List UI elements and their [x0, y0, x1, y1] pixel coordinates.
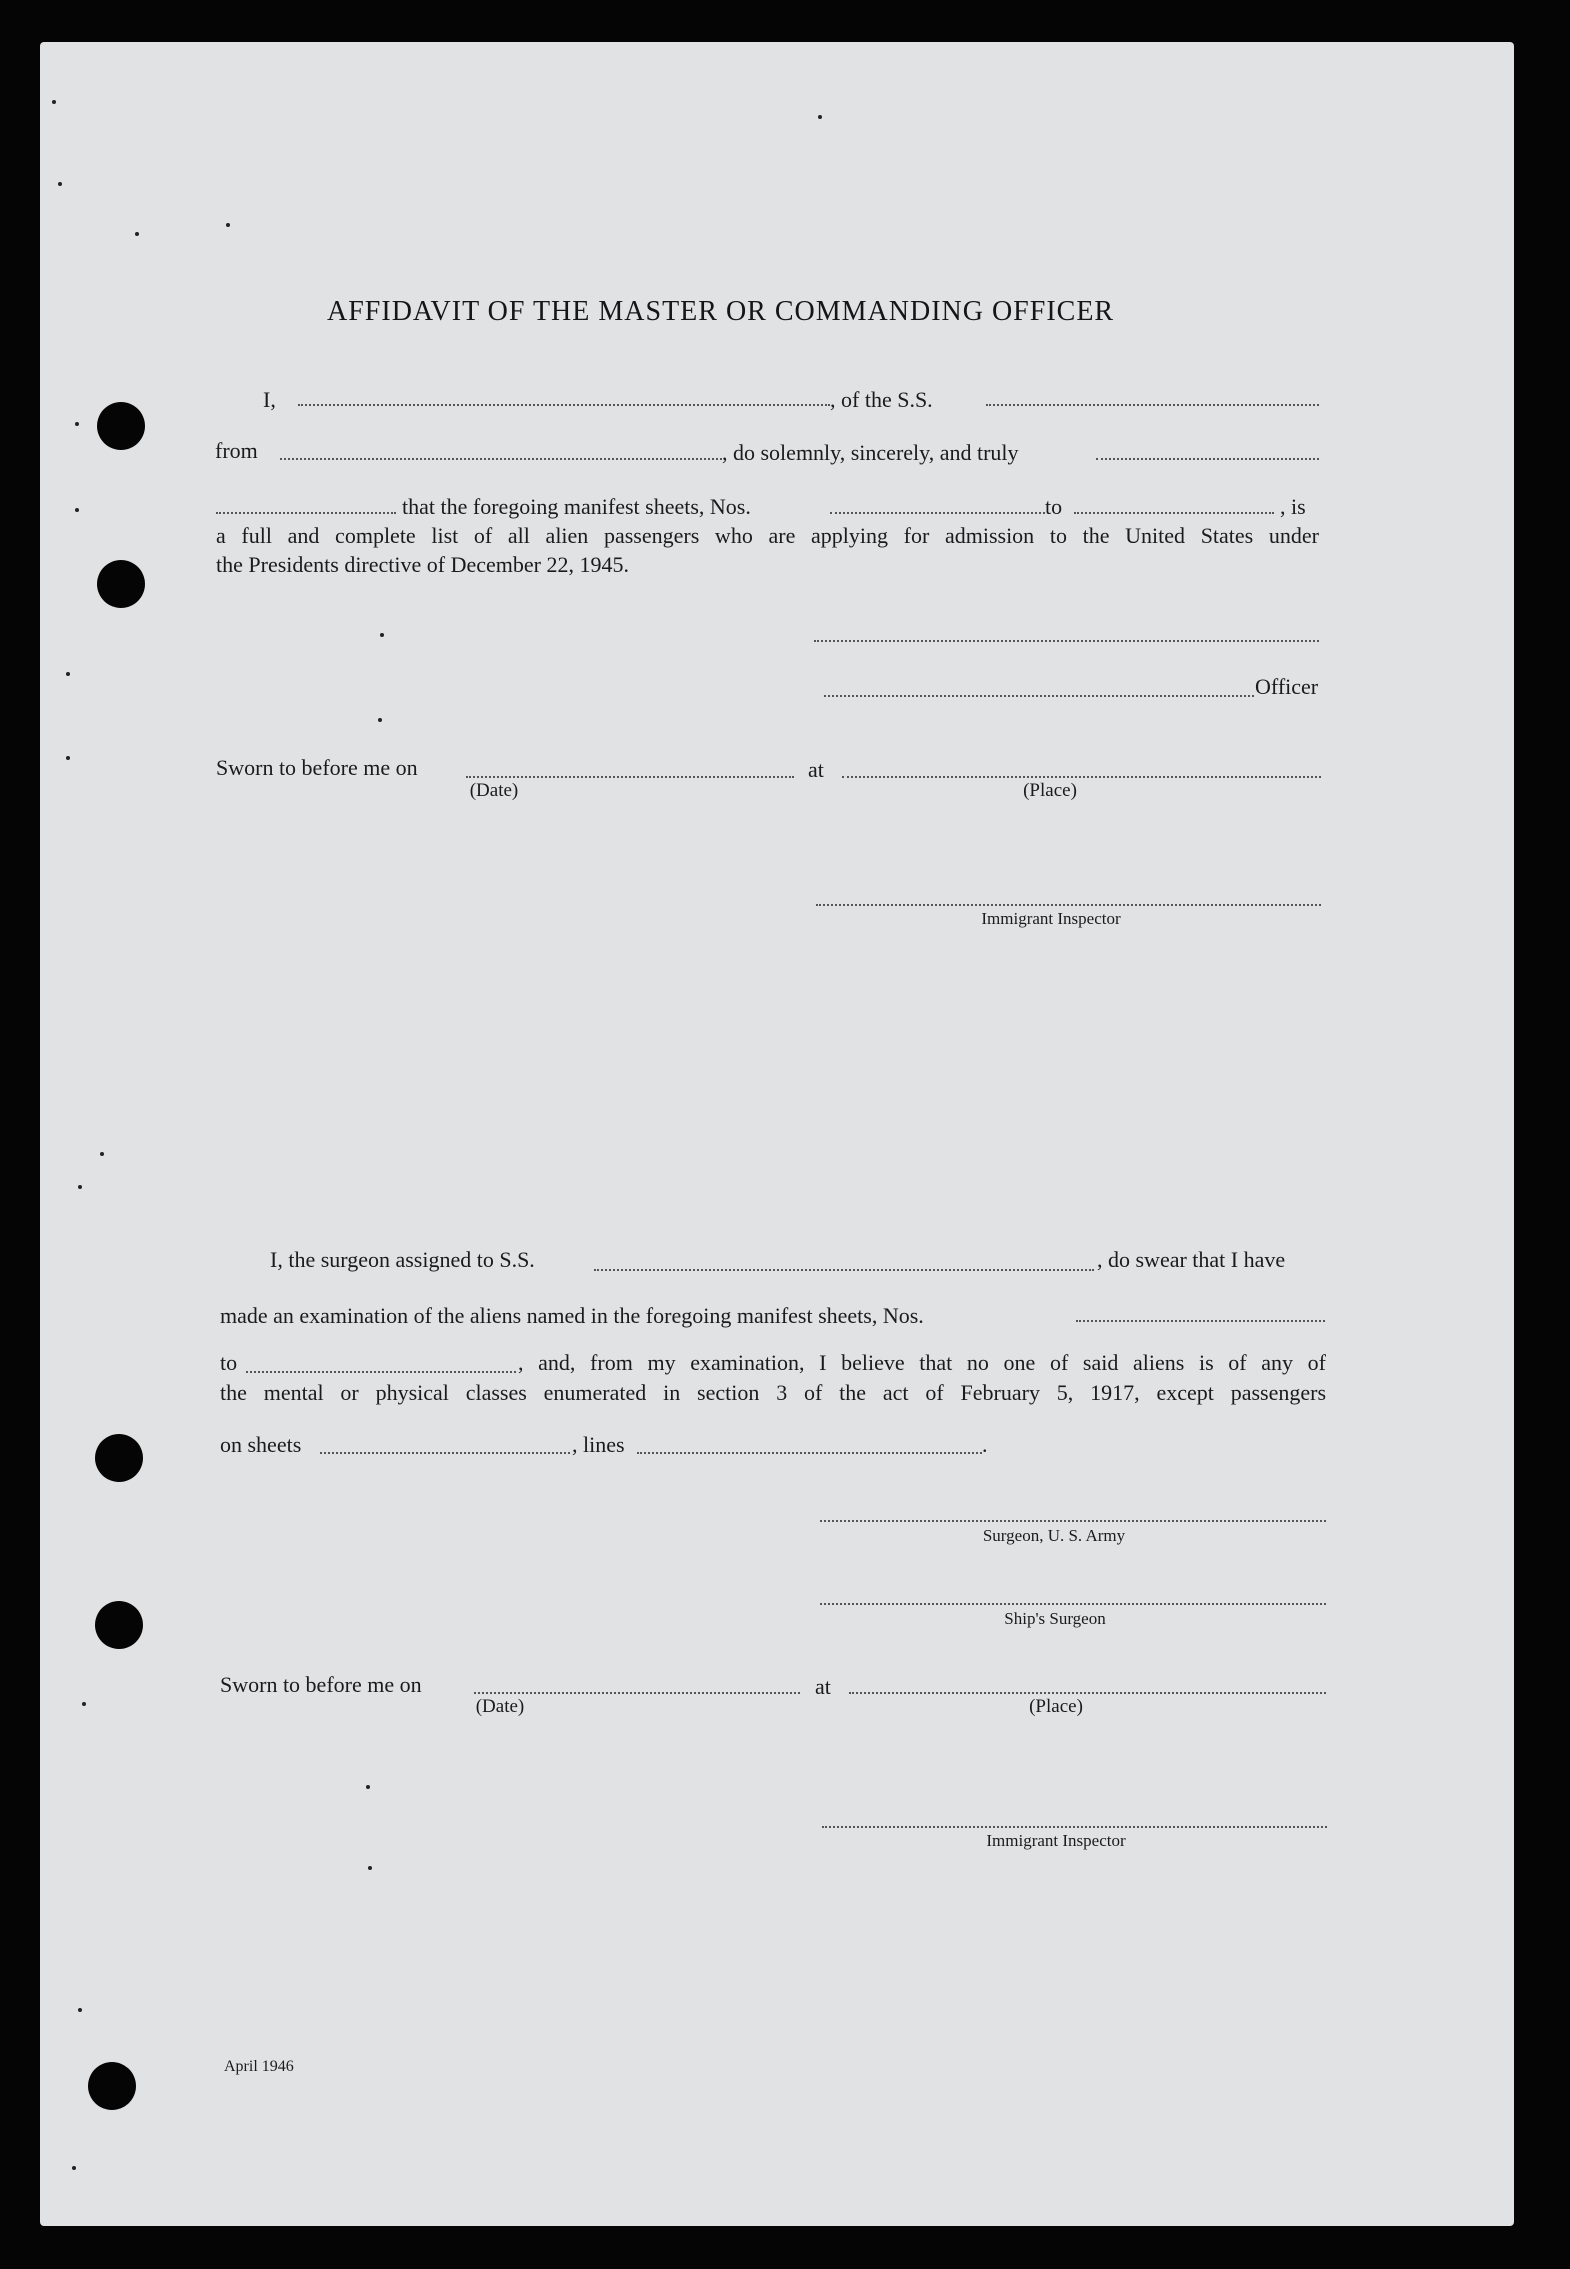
date-caption: (Date) [469, 780, 519, 801]
punch-hole [95, 1434, 143, 1482]
sworn-place-field[interactable] [842, 774, 1321, 778]
document-page [40, 42, 1514, 2226]
speck [818, 115, 822, 119]
sworn-label: Sworn to before me on [216, 755, 418, 780]
speck [72, 2166, 76, 2170]
surgeon-examination-line: made an examination of the aliens named in the foregoing manifest sheets, Nos. [220, 1303, 924, 1328]
do-solemnly-label: , do solemnly, sincerely, and truly [722, 440, 1019, 465]
officer-signature-line[interactable] [824, 693, 1254, 697]
master-statement-end: the Presidents directive of December 22, 1945. [216, 552, 629, 577]
speck [75, 422, 79, 426]
oath-verb-field[interactable] [216, 510, 396, 514]
ship-name-field[interactable] [986, 402, 1319, 406]
master-signature-line[interactable] [814, 638, 1319, 642]
place-caption: (Place) [1023, 780, 1077, 801]
lines-label: , lines [572, 1432, 625, 1457]
surgeon-sworn-date-field[interactable] [474, 1690, 800, 1694]
speck [226, 223, 230, 227]
inspector-caption: Immigrant Inspector [981, 909, 1121, 928]
ships-surgeon-signature-line[interactable] [820, 1601, 1326, 1605]
speck [58, 182, 62, 186]
punch-hole [88, 2062, 136, 2110]
surgeon-to-label: to [220, 1350, 238, 1375]
surgeon-sheet-from-field[interactable] [1076, 1318, 1325, 1322]
surgeon-ship-field[interactable] [594, 1267, 1094, 1271]
speck [52, 100, 56, 104]
speck [368, 1866, 372, 1870]
document-title: AFFIDAVIT OF THE MASTER OR COMMANDING OFFICER [327, 296, 1115, 327]
speck [135, 232, 139, 236]
surgeon-belief-line: , and, from my examination, I believe that no one of said aliens is of any of [518, 1350, 1326, 1375]
surgeon-line-start: I, the surgeon assigned to S.S. [270, 1247, 535, 1272]
from-port-field[interactable] [280, 456, 722, 460]
speck [66, 756, 70, 760]
surgeon-sworn-label: Sworn to before me on [220, 1672, 422, 1697]
surgeon-sheet-to-field[interactable] [246, 1369, 516, 1373]
sheet-from-field[interactable] [830, 510, 1045, 514]
surgeon-classes-line: the mental or physical classes enumerated in section 3 of the act of February 5, 1917, except passengers [220, 1380, 1326, 1405]
punch-hole [97, 402, 145, 450]
to-label: to [1045, 494, 1063, 519]
foregoing-sheets-label: that the foregoing manifest sheets, Nos. [402, 494, 751, 519]
from-label: from [215, 438, 258, 463]
on-sheets-field[interactable] [320, 1450, 570, 1454]
master-statement-line: a full and complete list of all alien passengers who are applying for admission to the United States under [216, 523, 1319, 548]
sworn-date-field[interactable] [466, 774, 794, 778]
speck [366, 1785, 370, 1789]
punch-hole [97, 560, 145, 608]
lines-field[interactable] [637, 1450, 982, 1454]
inspector-signature-line[interactable] [816, 902, 1321, 906]
speck [378, 718, 382, 722]
at-label: at [808, 757, 824, 782]
speck [75, 508, 79, 512]
speck [380, 633, 384, 637]
form-date: April 1946 [224, 2058, 294, 2075]
surgeon-line-end: , do swear that I have [1097, 1247, 1286, 1272]
surgeon-inspector-signature-line[interactable] [822, 1824, 1327, 1828]
speck [78, 1185, 82, 1189]
lines-period: . [982, 1432, 988, 1457]
on-sheets-label: on sheets [220, 1432, 302, 1457]
officer-label: Officer [1255, 674, 1319, 699]
speck [82, 1702, 86, 1706]
surgeon-at-label: at [815, 1674, 831, 1699]
sheet-to-field[interactable] [1074, 510, 1274, 514]
speck [66, 672, 70, 676]
master-i-label: I, [263, 387, 276, 412]
master-name-field[interactable] [298, 402, 830, 406]
surgeon-place-caption: (Place) [1029, 1696, 1083, 1717]
is-label: , is [1280, 494, 1306, 519]
surgeon-date-caption: (Date) [475, 1696, 525, 1717]
punch-hole [95, 1601, 143, 1649]
army-surgeon-caption: Surgeon, U. S. Army [982, 1526, 1126, 1545]
speck [78, 2008, 82, 2012]
army-surgeon-signature-line[interactable] [820, 1518, 1326, 1522]
surgeon-sworn-place-field[interactable] [849, 1690, 1326, 1694]
truly-field[interactable] [1096, 456, 1319, 460]
surgeon-inspector-caption: Immigrant Inspector [986, 1831, 1126, 1850]
speck [100, 1152, 104, 1156]
ships-surgeon-caption: Ship's Surgeon [1004, 1609, 1106, 1628]
of-the-ss-label: , of the S.S. [830, 387, 933, 412]
